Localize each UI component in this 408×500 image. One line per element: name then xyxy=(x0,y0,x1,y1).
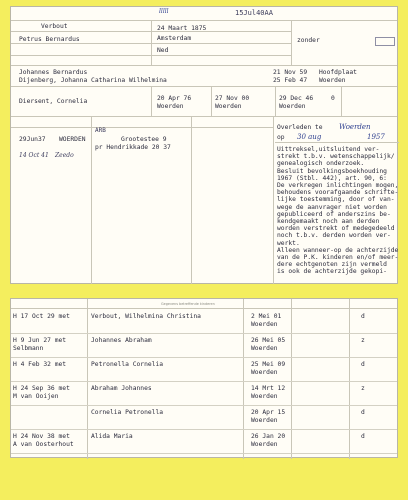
mother-place: Woerden xyxy=(319,77,346,84)
residence-date-2: 14 Oct 41 xyxy=(19,152,49,159)
legal-note-line: is ook de achterzijde gekopi- xyxy=(277,268,387,276)
child-name: Johannes Abraham xyxy=(91,337,152,344)
child-birth-date: 25 Mei 09 xyxy=(251,361,286,368)
table-row xyxy=(11,406,397,430)
marriage-date: H 24 Nov 38 met xyxy=(13,433,70,440)
marriage-date: H 24 Sep 36 met xyxy=(13,385,70,392)
child-birth-place: Woerden xyxy=(251,417,278,424)
child-birth-date: 26 Mei 05 xyxy=(251,337,286,344)
legal-note-line: Uittreksel,uitsluitend ver- xyxy=(277,146,380,153)
death-place: Woerden xyxy=(339,123,371,131)
death-prefix: Overleden te xyxy=(277,124,323,131)
father-date: 21 Nov 59 xyxy=(273,69,308,76)
legal-note-line: dere echtgenoten zijn vermeld xyxy=(277,261,387,269)
legal-note-line: 1967 (Stbl. 442), art. 90, 6: xyxy=(277,174,387,182)
legal-note-line: De verkregen inlichtingen mogen, xyxy=(277,182,399,189)
child-birth-date: 26 Jan 20 xyxy=(251,433,286,440)
spouse-death-place: Woerden xyxy=(279,103,306,110)
mother-date: 25 Feb 47 xyxy=(273,77,308,84)
address-stamp: ARB xyxy=(95,127,106,134)
legal-note-line: genealogisch onderzoek. xyxy=(277,160,365,168)
residence-place-2: Zeedo xyxy=(55,152,74,159)
family-table-heading: Gegevens betreffende kinderen xyxy=(161,302,215,306)
marriage-spouse: M van Ooijen xyxy=(13,393,59,400)
legal-note-line: Besluit bevolkingsboekhouding xyxy=(277,167,387,175)
legal-note-line: lijke toestemming, door of van- xyxy=(277,196,395,204)
child-sex: d xyxy=(361,361,365,368)
religion: zonder xyxy=(297,37,320,44)
death-date: 30 aug xyxy=(297,133,322,141)
spouse-death-date: 29 Dec 46 xyxy=(279,95,314,102)
card-header-row xyxy=(11,7,397,21)
nationality: Ned xyxy=(157,47,169,54)
child-sex: z xyxy=(361,337,365,344)
child-birth-place: Woerden xyxy=(251,393,278,400)
child-sex: z xyxy=(361,385,365,392)
registry-card-back xyxy=(10,298,398,458)
legal-note-line: worden verstrekt of medegedeeld xyxy=(277,225,395,233)
table-row xyxy=(11,382,397,406)
spouse-marker: 0 xyxy=(331,95,335,102)
birth-date: 24 Maart 1875 xyxy=(157,25,207,32)
child-name: Alida Maria xyxy=(91,433,133,440)
child-name: Abraham Johannes xyxy=(91,385,152,392)
registry-card-front xyxy=(10,6,398,284)
child-sex: d xyxy=(361,409,365,416)
child-birth-place: Woerden xyxy=(251,369,278,376)
marriage-date: H 17 Oct 29 met xyxy=(13,313,70,320)
legal-note-line: wege de aanvrager niet worden xyxy=(277,203,387,211)
child-sex: d xyxy=(361,313,365,320)
birth-place: Amsterdam xyxy=(157,35,192,42)
death-on: op xyxy=(277,134,285,141)
legal-note-line: kendgemaakt noch aan derden xyxy=(277,218,380,225)
table-row xyxy=(11,334,397,358)
surname: Verbout xyxy=(41,23,68,30)
corner-stamp xyxy=(375,37,395,46)
marriage-date: H 4 Feb 32 met xyxy=(13,361,67,368)
scan-gap xyxy=(0,284,408,298)
marriage-spouse: A van Oosterhout xyxy=(13,441,74,448)
marriage-spouse: Selbmann xyxy=(13,345,44,352)
legal-note-line: van de P.K. kinderen en/of meer- xyxy=(277,254,399,261)
child-birth-place: Woerden xyxy=(251,441,278,448)
spouse-name: Diersent, Cornelia xyxy=(19,98,88,105)
death-year: 1957 xyxy=(367,133,385,141)
residence-place-1: WOERDEN xyxy=(59,136,86,143)
child-sex: d xyxy=(361,433,365,440)
child-name: Petronella Cornelia xyxy=(91,361,164,368)
residence-address-2: pr Hendrikkade 20 37 xyxy=(95,144,171,151)
table-row xyxy=(11,358,397,382)
child-birth-place: Woerden xyxy=(251,321,278,328)
spouse-marriage-date: 27 Nov 00 xyxy=(215,95,250,102)
residence-address-1: Grootestee 9 xyxy=(121,136,167,143)
registry-number: 15Jul40AA xyxy=(235,9,273,17)
marriage-date: H 9 Jun 27 met xyxy=(13,337,67,344)
child-birth-date: 14 Mrt 12 xyxy=(251,385,286,392)
table-row xyxy=(11,310,397,334)
legal-note-line: noch t.b.v. derden worden ver- xyxy=(277,232,391,240)
handwritten-mark: lllll xyxy=(159,8,169,15)
legal-note-line: Alleen wanneer-op de achterzijde xyxy=(277,246,399,254)
father-name: Johannes Bernardus xyxy=(19,69,88,76)
legal-note-line: gepubliceerd of anderszins be- xyxy=(277,210,391,218)
legal-note-line: werkt. xyxy=(277,239,300,247)
child-birth-date: 20 Apr 15 xyxy=(251,409,286,416)
child-name: Verbout, Wilhelmina Christina xyxy=(91,313,201,320)
spouse-birth-place: Woerden xyxy=(157,103,184,110)
father-place: Hoofdplaat xyxy=(319,69,357,76)
residence-date-1: 29Jun37 xyxy=(19,136,46,143)
child-birth-place: Woerden xyxy=(251,345,278,352)
spouse-marriage-place: Woerden xyxy=(215,103,242,110)
child-name: Cornelia Petronella xyxy=(91,409,164,416)
child-birth-date: 2 Mei 01 xyxy=(251,313,282,320)
spouse-birth-date: 20 Apr 76 xyxy=(157,95,192,102)
table-row xyxy=(11,430,397,454)
mother-name: Dijenberg, Johanna Catharina Wilhelmina xyxy=(19,77,167,84)
legal-note-line: strekt t.b.v. wetenschappelijk/ xyxy=(277,153,395,161)
given-names: Petrus Bernardus xyxy=(19,36,80,43)
legal-note-line: behoudens voorafgaande schrifte- xyxy=(277,189,399,197)
